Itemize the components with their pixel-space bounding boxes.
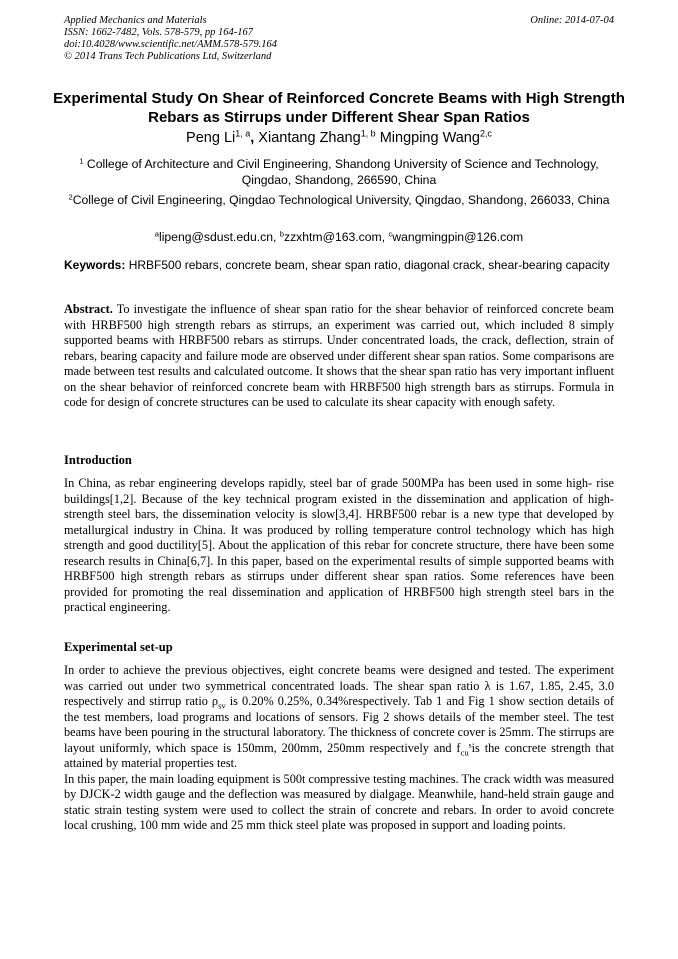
paper-title: Experimental Study On Shear of Reinforced Concrete Beams with High Strength Rebars as Stirrups under Different Shear Span Ratios [53,90,625,126]
email-mark: c [388,229,393,239]
affiliation-mark: 1 [79,156,84,166]
subscript-cu: cu [460,746,469,757]
journal-header [64,15,277,63]
setup-paragraph-2: In this paper, the main loading equipment is 500t compressive testing machines. The crack width was measured by DJCK-2 width gauge and the deflection was measured by dialgage. Meanwhile, hand-held strain gauge and static strain testing system were used to collect the strain of concrete and rebars. In order to avoid concrete local crushing, 100 mm wide and 25 mm thick steel plate was proposed in support and loading points. [64,771,614,832]
setup-text: is 0.20% 0.25%, 0.34%respectively. Tab 1 and Fig 1 show section details of the test members, load programs and locations of sensors. Fig 2 shows details of the member steel. The test beams have been pouring in the structural laboratory. The thickness of concrete cover is 25mm. The stirrups are layout uniformly, which space is 150mm, 200mm, 250mm respectively and f [64,694,614,755]
email-link[interactable]: wangmingpin@126.com [392,230,524,244]
affiliation-mark: 2 [68,192,73,202]
affiliation-2 [64,192,614,208]
online-date [530,15,614,27]
affiliation-text: College of Civil Engineering, Qingdao Technological University, Qingdao, Shandong, 266033, China [72,193,610,207]
abstract-label: Abstract. [64,302,113,316]
introduction-text: In China, as rebar engineering develops rapidly, steel bar of grade 500MPa has been used in some high- rise buildings[1,2]. Because of the key technical program existed in the dissemination and application of high-strength steel bars, the dissemination velocity is slow[3,4]. HRBF500 rebar is a new type that developed by metallurgical industry in China. It was produced by rolling temperature control technology which has high strength and good ductility[5]. About the application of this rebar for concrete structure, there have been some research results in China[6,7]. In this paper, based on the experimental results of simple supported beams with HRBF500 high strength rebars as stirrups under different shear span ratios. Some references have been provided for promoting the real dissemination and application of HRBF500 high strength steel bars in the practical engineering. [64,476,614,614]
author-separator: , [250,130,259,146]
author-list [40,129,638,147]
author-name: Mingping Wang [379,130,480,146]
journal-name: Applied Mechanics and Materials [64,15,207,26]
setup-heading: Experimental set-up [64,640,173,654]
keywords [64,258,614,273]
author-affiliation-mark: 1, b [360,128,376,139]
email-separator: , [273,230,280,244]
keywords-label: Keywords: [64,258,126,272]
setup-paragraph-1 [64,663,614,772]
author-affiliation-mark: 2,c [479,128,492,139]
email-link[interactable]: zzxhtm@163.com [283,230,382,244]
setup-text: is the concrete strength that attained by material properties test. [64,740,614,770]
affiliation-1 [64,156,614,188]
online-date-text: Online: 2014-07-04 [530,15,614,26]
affiliation-text: College of Architecture and Civil Engineering, Shandong University of Science and Technology, Qingdao, Shandong, 266590, China [83,157,599,187]
journal-issn: ISSN: 1662-7482, Vols. 578-579, pp 164-167 [64,27,253,38]
subscript-sv: sv [218,700,226,711]
author-name: Xiantang Zhang [258,130,361,146]
superscript-s: s [468,739,472,749]
author-name: Peng Li [186,130,236,146]
setup-text: In order to achieve the previous objectives, eight concrete beams were designed and tested. The experiment was carried out under two symmetrical concentrated loads. The shear span ratio λ is 1.67, 1.85, 2.45, 3.0 respectively and stirrup ratio ρ [64,663,614,708]
abstract [64,302,614,411]
author-emails [40,229,638,245]
author-affiliation-mark: 1, a [235,128,251,139]
introduction-heading: Introduction [64,453,132,467]
setup-section [64,663,614,834]
keywords-text: HRBF500 rebars, concrete beam, shear span ratio, diagonal crack, shear-bearing capacity [128,258,610,272]
journal-doi: doi:10.4028/www.scientific.net/AMM.578-579.164 [64,39,277,50]
email-separator: , [381,230,389,244]
journal-copyright: © 2014 Trans Tech Publications Ltd, Switzerland [64,51,272,62]
email-mark: b [279,229,284,239]
abstract-text: To investigate the influence of shear span ratio for the shear behavior of reinforced concrete beam with HRBF500 high strength rebars as stirrups, an experiment was carried out, which included 8 simply supported beams with HRBF500 rebars as stirrups. Under concentrated loads, the crack, deflection, strain of rebars, bearing capacity and failure mode are observed under different shear span ratios. Some comparisons are made between test results and calculated outcome. It shows that the shear span ratio has very important influent on the shear behavior of reinforced concrete beam with HRBF500 high strength bars as stirrups. Formula in code for design of concrete structures can be used to calculate its shear capacity with enough safety. [64,302,615,409]
email-link[interactable]: lipeng@sdust.edu.cn [158,230,273,244]
email-mark: a [154,229,159,239]
